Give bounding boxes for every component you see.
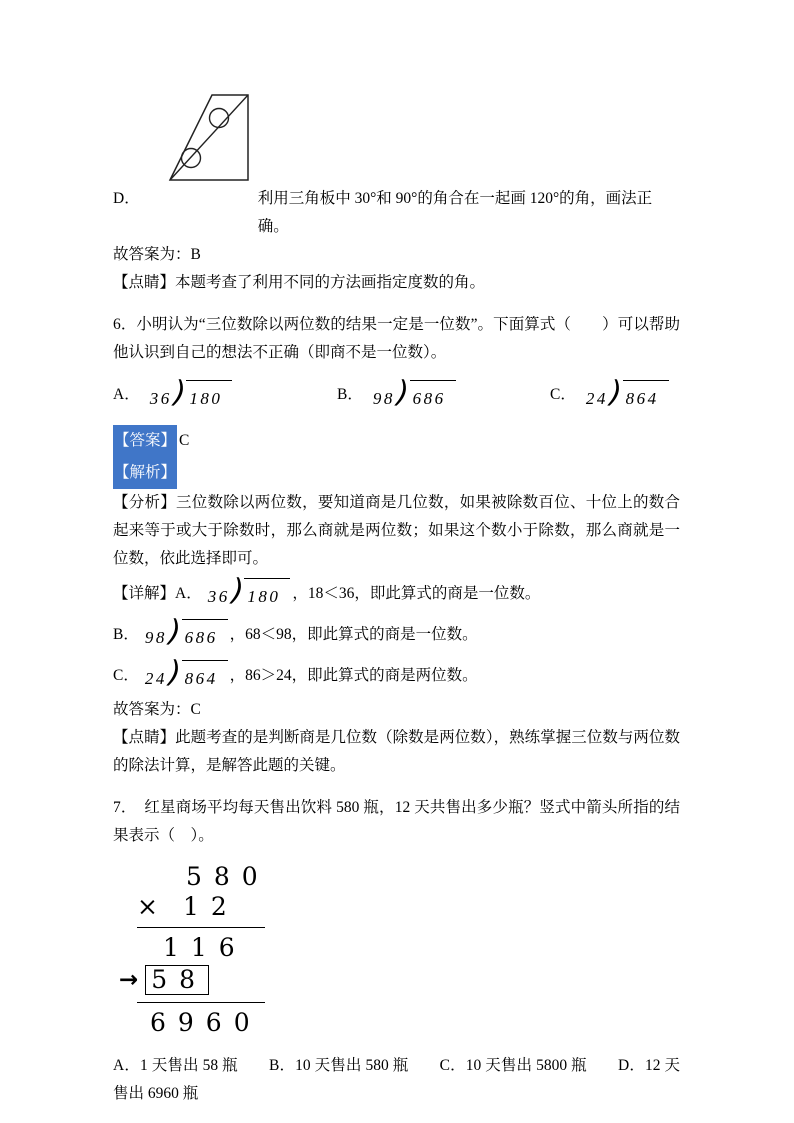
partial-product-1: 116 <box>163 933 247 962</box>
option-b <box>337 374 550 413</box>
option-d-label: D． <box>113 190 140 207</box>
section-gap <box>113 780 680 794</box>
detail-b-text: ，68＜98，即此算式的商是一位数。 <box>229 625 478 643</box>
division-paren-icon: ) <box>608 374 623 410</box>
times-sign: × <box>137 892 170 921</box>
dividend: 686 <box>182 619 228 652</box>
answer-line-q6: 故答案为：C <box>113 701 201 718</box>
hole-upper <box>210 109 229 128</box>
multiplicand: 580 <box>186 862 270 891</box>
partial-product-2-row <box>119 963 287 997</box>
division-paren-icon: ) <box>167 613 182 650</box>
vertical-multiplication <box>119 862 287 1038</box>
multiplier-row <box>137 892 287 922</box>
dividend: 864 <box>182 660 228 693</box>
detail-long-division-b <box>144 613 228 652</box>
option-c <box>550 374 669 413</box>
option-d-text: 利用三角板中 30°和 90°的角合在一起画 120°的角，画法正确。 <box>257 190 653 235</box>
detail-row-a <box>113 573 680 614</box>
long-division-c <box>585 374 669 413</box>
divisor-c: 24 <box>585 388 608 408</box>
divisor-b: 98 <box>372 388 395 408</box>
triangle-rulers-figure <box>168 93 680 183</box>
option-d-row <box>113 185 680 241</box>
dividend-c: 864 <box>623 380 669 413</box>
division-paren-icon: ) <box>395 374 410 410</box>
answer-tag: 【答案】 <box>113 425 177 457</box>
divisor: 98 <box>144 628 167 647</box>
note-line-prev: 【点睛】本题考查了利用不同的方法画指定度数的角。 <box>113 274 486 291</box>
question-6-options-row <box>113 371 680 419</box>
analysis-paragraph: 【分析】三位数除以两位数，要知道商是几位数，如果被除数百位、十位上的数合起来等于或大于除数时，那么商就是两位数；如果这个数小于除数，那么商就是一位数，依此选择即可。 <box>113 494 680 567</box>
divisor: 36 <box>207 587 230 606</box>
analysis-tag: 【解析】 <box>113 457 177 489</box>
detail-a-label: 【详解】A． <box>113 584 202 602</box>
division-paren-icon: ) <box>230 572 245 609</box>
dividend: 180 <box>244 578 290 611</box>
multiplicand-row <box>137 862 287 892</box>
option-b-label: B． <box>337 386 363 403</box>
note-paragraph-q6: 【点睛】此题考查的是判断商是几位数（除数是两位数），熟练掌握三位数与两位数的除法计算，是解答此题的关键。 <box>113 729 680 774</box>
product-row <box>137 1008 287 1038</box>
product: 6960 <box>150 1008 262 1037</box>
detail-a-text: ，18＜36，即此算式的商是一位数。 <box>292 584 541 602</box>
dividend-a: 180 <box>186 380 232 413</box>
detail-long-division-c <box>144 654 228 693</box>
answer-value: C <box>179 432 190 449</box>
boxed-partial-product-2: 58 <box>145 965 209 995</box>
long-division-a <box>149 374 233 413</box>
question-7-options: A．1 天售出 58 瓶 B．10 天售出 580 瓶 C．10 天售出 5800 瓶 D．12 天售出 6960 瓶 <box>113 1057 680 1102</box>
division-paren-icon: ) <box>172 374 187 410</box>
question-6-stem: 6．小明认为“三位数除以两位数的结果一定是一位数”。下面算式（ ）可以帮助他认识到自己的想法不正确（即商不是一位数）。 <box>113 316 680 361</box>
detail-long-division-a <box>207 572 291 611</box>
long-division-b <box>372 374 456 413</box>
dividend-b: 686 <box>410 380 456 413</box>
rule-line <box>137 927 265 928</box>
option-a-label: A． <box>113 386 140 403</box>
detail-b-label: B． <box>113 625 139 643</box>
detail-row-c <box>113 655 680 696</box>
rule-line <box>137 1002 265 1003</box>
arrow-icon: → <box>119 967 139 993</box>
answer-line-prev: 故答案为：B <box>113 246 201 263</box>
divisor: 24 <box>144 669 167 688</box>
detail-c-text: ，86＞24，即此算式的商是两位数。 <box>229 666 478 684</box>
analysis-row <box>113 457 680 489</box>
multiplier: 12 <box>182 892 239 921</box>
option-c-label: C． <box>550 386 576 403</box>
partial-product-1-row <box>137 933 287 963</box>
divisor-a: 36 <box>149 388 172 408</box>
detail-row-b <box>113 614 680 655</box>
question-7-stem: 7． 红星商场平均每天售出饮料 580 瓶，12 天共售出多少瓶？竖式中箭头所指的结果表示（ ）。 <box>113 799 680 844</box>
triangle-rulers-drawing <box>168 93 250 183</box>
answer-row <box>113 425 680 457</box>
detail-c-label: C． <box>113 666 139 684</box>
option-a <box>113 374 337 413</box>
division-paren-icon: ) <box>167 654 182 691</box>
section-gap <box>113 297 680 311</box>
